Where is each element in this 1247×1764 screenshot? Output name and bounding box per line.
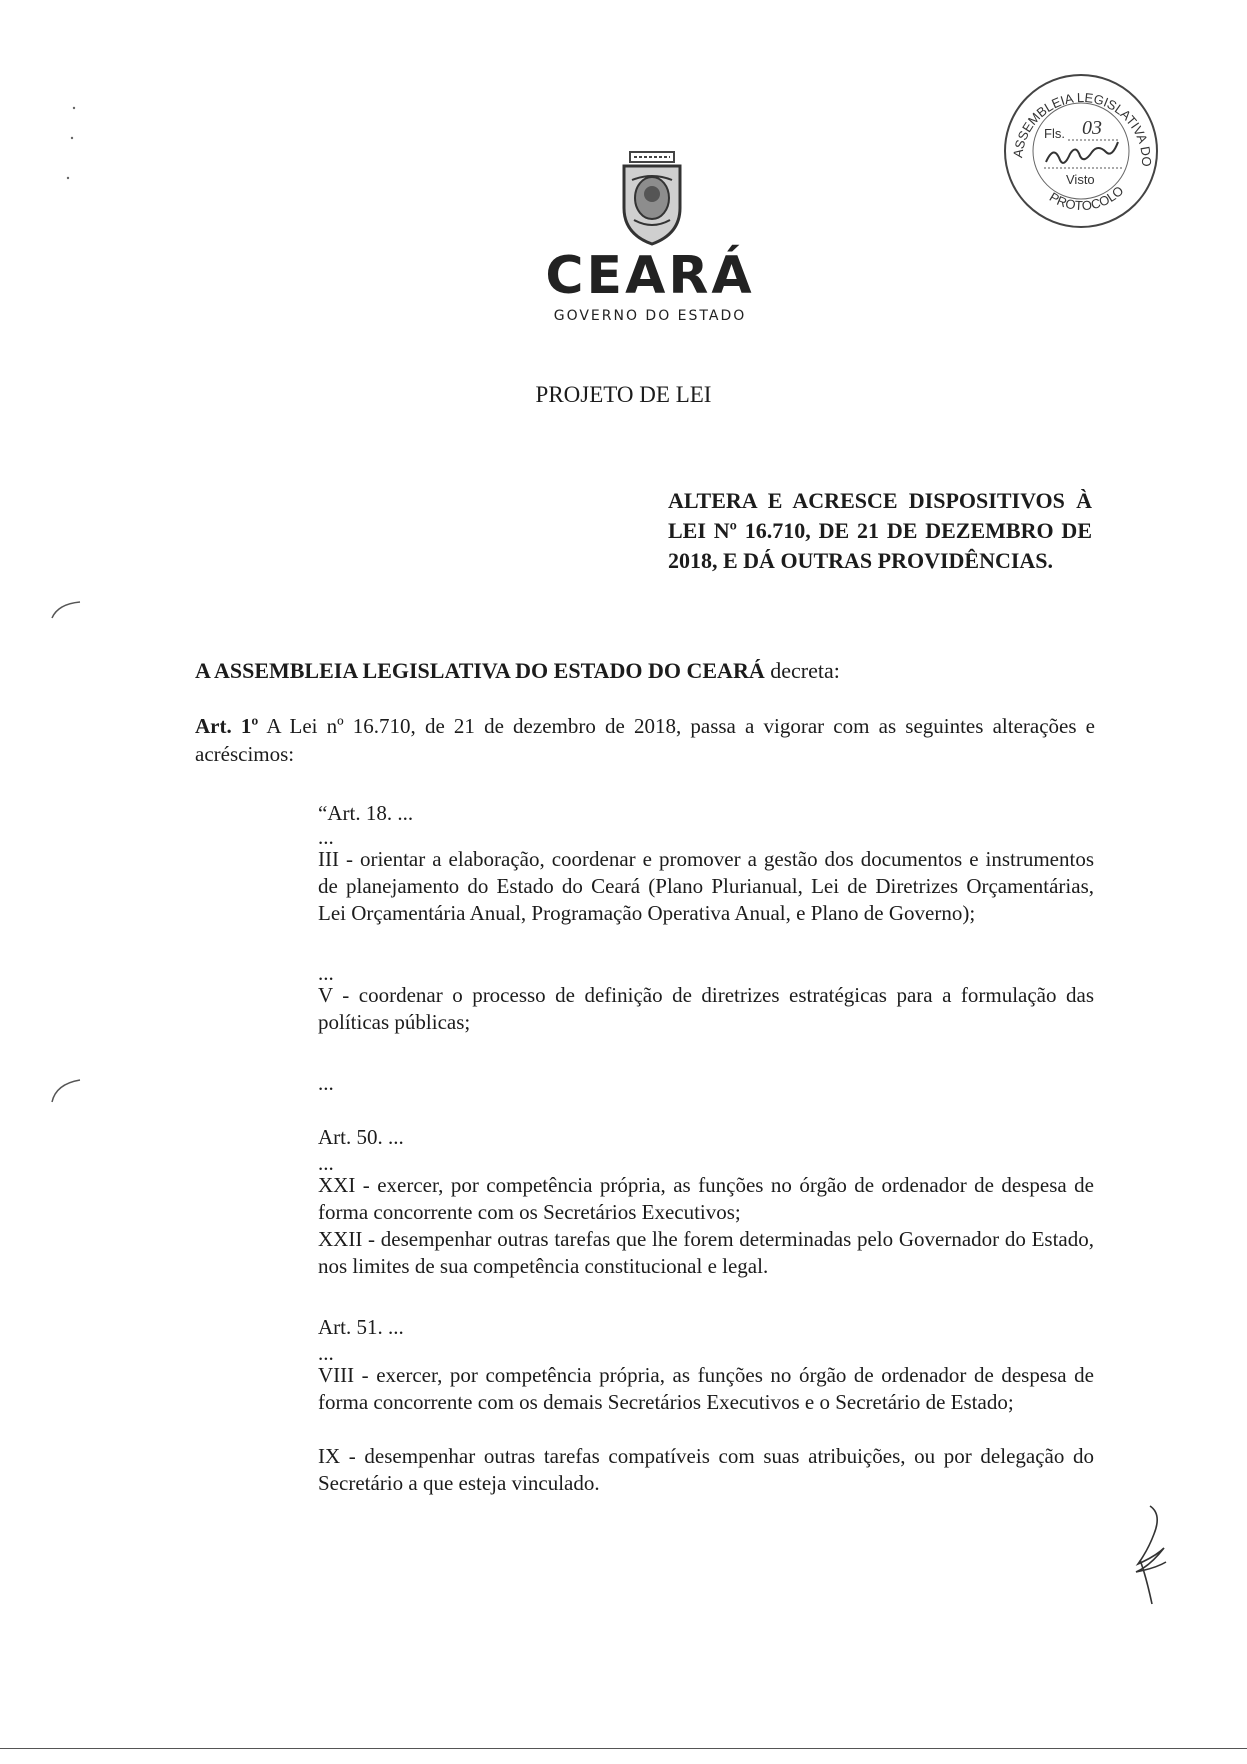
art18-item-iii: III - orientar a elaboração, coordenar e promover a gestão dos documentos e instrumentos de planejamento do Estado do Ceará (Plano Plurianual, Lei de Diretrizes Orçamentárias, Lei Orçamentária Anual, Programação Operativa Anual, e Plano de Governo);	[318, 847, 1094, 925]
ellipsis: ...	[318, 1341, 334, 1365]
art50-heading: Art. 50. ...	[318, 1125, 404, 1149]
footer-rule	[0, 1748, 1247, 1749]
government-label: GOVERNO DO ESTADO	[553, 308, 747, 324]
stamp-bottom-text: PROTOCOLO	[1046, 182, 1127, 214]
initials-signature	[1110, 1500, 1180, 1610]
ellipsis: ...	[318, 961, 334, 985]
state-brand	[530, 248, 770, 324]
art50-item-xxii: XXII - desempenhar outras tarefas que lhe forem determinadas pelo Governador do Estado, nos limites de sua competência constitucional e legal.	[318, 1227, 1094, 1278]
state-coat-of-arms	[612, 150, 692, 246]
state-name: CEARÁ	[545, 246, 755, 306]
scan-dots	[60, 100, 80, 190]
stamp-ring-text: ASSEMBLEIA LEGISLATIVA DO	[1010, 89, 1155, 167]
art51-heading: Art. 51. ...	[318, 1315, 404, 1339]
ellipsis: ...	[318, 825, 334, 849]
article-1	[195, 712, 1095, 768]
protocol-stamp	[1000, 70, 1162, 232]
stamp-visto-label: Visto	[1066, 172, 1095, 187]
preamble-legislature: A ASSEMBLEIA LEGISLATIVA DO ESTADO DO CEARÁ	[195, 658, 765, 683]
art18-heading: “Art. 18. ...	[318, 801, 414, 825]
document-title: PROJETO DE LEI	[535, 382, 712, 407]
preamble-decree: decreta:	[764, 658, 840, 683]
art51-item-viii: VIII - exercer, por competência própria, as funções no órgão de ordenador de despesa de forma concorrente com os demais Secretários Executivos e o Secretário de Estado;	[318, 1363, 1094, 1414]
stamp-fls-value: 03	[1082, 117, 1102, 139]
art51-item-ix: IX - desempenhar outras tarefas compatíveis com suas atribuições, ou por delegação do Secretário a que esteja vinculado.	[318, 1444, 1094, 1495]
stamp-signature	[1046, 142, 1118, 163]
hole-punch-mark	[44, 1076, 84, 1106]
art18-item-v: V - coordenar o processo de definição de diretrizes estratégicas para a formulação das políticas públicas;	[318, 983, 1094, 1034]
article-1-label: Art. 1º	[195, 714, 259, 738]
ellipsis: ...	[318, 1071, 334, 1095]
preamble	[195, 658, 840, 684]
hole-punch-mark	[44, 598, 84, 622]
article-1-text: A Lei nº 16.710, de 21 de dezembro de 2018, passa a vigorar com as seguintes alterações e acréscimos:	[195, 714, 1095, 766]
art50-item-xxi: XXI - exercer, por competência própria, as funções no órgão de ordenador de despesa de forma concorrente com os Secretários Executivos;	[318, 1173, 1094, 1224]
stamp-fls-label: Fls.	[1044, 126, 1065, 141]
ellipsis: ...	[318, 1151, 334, 1175]
law-summary: ALTERA E ACRESCE DISPOSITIVOS À LEI Nº 16.710, DE 21 DE DEZEMBRO DE 2018, E DÁ OUTRAS PROVIDÊNCIAS.	[668, 488, 1092, 573]
